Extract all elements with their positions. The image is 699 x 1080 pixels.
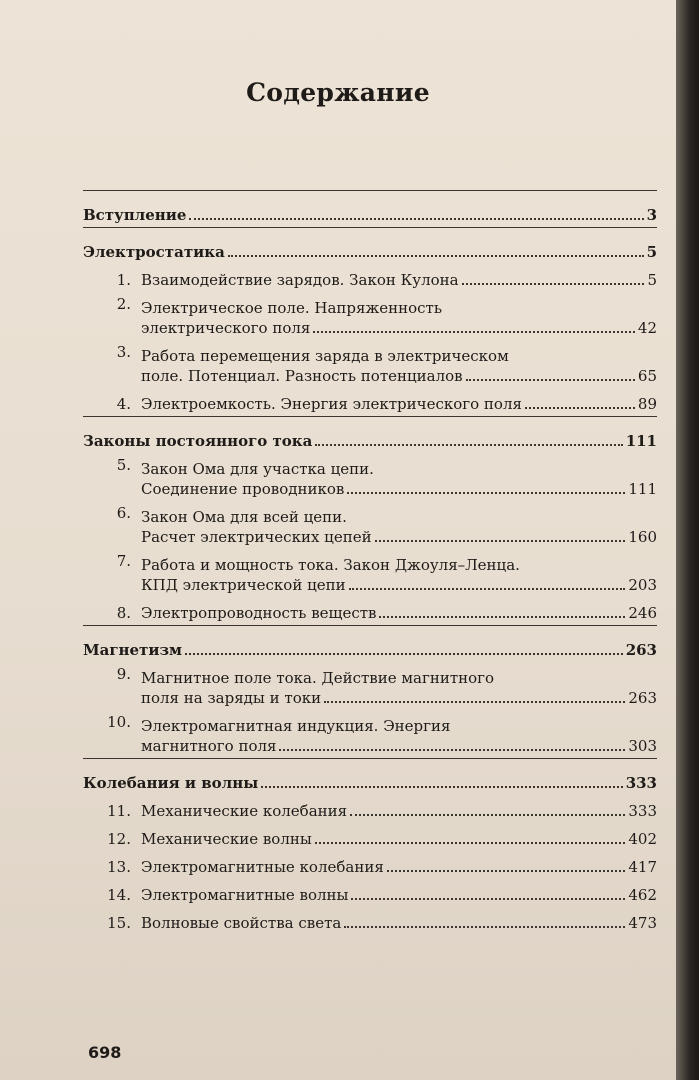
section-heading-entry <box>83 431 657 451</box>
dot-leader <box>462 283 645 285</box>
book-spine-edge <box>676 0 699 1080</box>
item-page: 246 <box>628 604 657 622</box>
section-heading-row[interactable] <box>83 232 657 262</box>
dot-leader <box>279 749 625 751</box>
dot-leader <box>313 331 635 333</box>
toc-section <box>83 626 657 758</box>
item-page: 417 <box>628 858 657 876</box>
toc-item[interactable] <box>83 547 657 595</box>
item-page: 89 <box>637 395 657 413</box>
item-text <box>141 394 657 414</box>
section-heading-entry <box>83 773 657 793</box>
item-page: 65 <box>637 367 657 385</box>
item-page: 5 <box>647 271 657 289</box>
item-line-text: Электрическое поле. Напряженность <box>141 299 443 317</box>
item-page: 333 <box>628 802 657 820</box>
item-line-text: Волновые свойства света <box>141 914 342 932</box>
section-heading-row[interactable] <box>83 195 657 225</box>
section-heading-entry <box>83 205 657 225</box>
section-page: 263 <box>625 641 657 659</box>
item-line <box>141 575 657 595</box>
item-line <box>141 527 657 547</box>
item-line-text: Электроемкость. Энергия электрического поля <box>141 395 522 413</box>
item-page: 111 <box>628 480 657 498</box>
item-text <box>141 603 657 623</box>
dot-leader <box>351 898 625 900</box>
item-line <box>141 394 657 414</box>
item-line-text: поле. Потенциал. Разность потенциалов <box>141 367 463 385</box>
item-line-text: электрического поля <box>141 319 311 337</box>
toc-section <box>83 191 657 227</box>
item-line <box>141 318 657 338</box>
item-line <box>141 668 657 688</box>
item-text <box>141 555 657 595</box>
item-text <box>141 270 657 290</box>
item-line <box>141 857 657 877</box>
item-line <box>141 555 657 575</box>
toc-item[interactable] <box>83 595 657 623</box>
toc-section <box>83 228 657 416</box>
item-number: 9. <box>116 665 131 683</box>
item-text <box>141 801 657 821</box>
section-page: 5 <box>646 243 657 261</box>
item-line <box>141 716 657 736</box>
item-page: 473 <box>628 914 657 932</box>
item-number: 11. <box>107 802 131 820</box>
item-line <box>141 913 657 933</box>
item-number: 7. <box>116 552 131 570</box>
item-text <box>141 346 657 386</box>
item-number: 13. <box>107 858 131 876</box>
dot-leader <box>324 701 625 703</box>
toc-item[interactable] <box>83 708 657 756</box>
item-line <box>141 270 657 290</box>
toc-item[interactable] <box>83 338 657 386</box>
item-line <box>141 479 657 499</box>
toc-item[interactable] <box>83 290 657 338</box>
dot-leader <box>379 616 625 618</box>
section-heading-entry <box>83 242 657 262</box>
item-line-text: магнитного поля <box>141 737 277 755</box>
dot-leader <box>350 814 625 816</box>
dot-leader <box>185 653 623 655</box>
item-number: 5. <box>116 456 131 474</box>
page-number: 698 <box>88 1043 122 1062</box>
section-title: Колебания и волны <box>83 774 259 792</box>
item-line <box>141 885 657 905</box>
toc-item[interactable] <box>83 451 657 499</box>
toc-section <box>83 759 657 935</box>
item-line-text: Работа перемещения заряда в электрическом <box>141 347 509 365</box>
dot-leader <box>525 407 635 409</box>
section-heading-row[interactable] <box>83 630 657 660</box>
section-title: Магнетизм <box>83 641 183 659</box>
item-number: 2. <box>116 295 131 313</box>
dot-leader <box>189 218 643 220</box>
item-line-text: Механические волны <box>141 830 312 848</box>
item-number: 15. <box>107 914 131 932</box>
item-text <box>141 913 657 933</box>
item-line-text: Закон Ома для участка цепи. <box>141 460 374 478</box>
item-line <box>141 366 657 386</box>
dot-leader <box>349 588 626 590</box>
dot-leader <box>228 255 644 257</box>
section-page: 333 <box>625 774 657 792</box>
item-line <box>141 829 657 849</box>
item-line <box>141 688 657 708</box>
item-text <box>141 459 657 499</box>
item-line-text: Соединение проводников <box>141 480 345 498</box>
item-page: 263 <box>628 689 657 707</box>
section-title: Законы постоянного тока <box>83 432 313 450</box>
dot-leader <box>344 926 625 928</box>
dot-leader <box>315 444 622 446</box>
item-text <box>141 716 657 756</box>
item-line-text: поля на заряды и токи <box>141 689 322 707</box>
item-line-text: Электропроводность веществ <box>141 604 377 622</box>
item-line-text: Закон Ома для всей цепи. <box>141 508 347 526</box>
item-line-text: Механические колебания <box>141 802 348 820</box>
page-title: Содержание <box>246 78 430 107</box>
section-title: Вступление <box>83 206 187 224</box>
item-number: 4. <box>116 395 131 413</box>
item-text <box>141 885 657 905</box>
toc-item[interactable] <box>83 660 657 708</box>
item-line-text: Магнитное поле тока. Действие магнитного <box>141 669 495 687</box>
section-title: Электростатика <box>83 243 225 261</box>
toc-item[interactable] <box>83 877 657 905</box>
toc-section <box>83 417 657 625</box>
toc-item[interactable] <box>83 905 657 933</box>
item-page: 160 <box>628 528 657 546</box>
item-line-text: Расчет электрических цепей <box>141 528 372 546</box>
item-line-text: Работа и мощность тока. Закон Джоуля–Ленца. <box>141 556 520 574</box>
item-line <box>141 736 657 756</box>
toc-item[interactable] <box>83 793 657 821</box>
item-line-text: Взаимодействие зарядов. Закон Кулона <box>141 271 459 289</box>
item-page: 402 <box>628 830 657 848</box>
item-number: 12. <box>107 830 131 848</box>
item-number: 3. <box>116 343 131 361</box>
item-line <box>141 346 657 366</box>
item-text <box>141 507 657 547</box>
item-page: 203 <box>628 576 657 594</box>
item-text <box>141 668 657 708</box>
dot-leader <box>315 842 626 844</box>
toc-item[interactable] <box>83 821 657 849</box>
table-of-contents <box>83 190 657 935</box>
dot-leader <box>261 786 622 788</box>
item-line <box>141 801 657 821</box>
item-text <box>141 298 657 338</box>
section-heading-row[interactable] <box>83 763 657 793</box>
item-number: 14. <box>107 886 131 904</box>
item-line <box>141 603 657 623</box>
item-number: 8. <box>116 604 131 622</box>
toc-item[interactable] <box>83 849 657 877</box>
item-number: 10. <box>107 713 131 731</box>
item-line-text: Электромагнитные волны <box>141 886 349 904</box>
dot-leader <box>347 492 625 494</box>
toc-item[interactable] <box>83 262 657 290</box>
section-page: 3 <box>646 206 657 224</box>
item-page: 42 <box>637 319 657 337</box>
dot-leader <box>387 870 626 872</box>
item-line <box>141 298 657 318</box>
section-heading-row[interactable] <box>83 421 657 451</box>
item-number: 6. <box>116 504 131 522</box>
section-page: 111 <box>625 432 657 450</box>
dot-leader <box>375 540 626 542</box>
item-line <box>141 507 657 527</box>
toc-item[interactable] <box>83 499 657 547</box>
toc-item[interactable] <box>83 386 657 414</box>
item-line-text: КПД электрической цепи <box>141 576 346 594</box>
item-line-text: Электромагнитная индукция. Энергия <box>141 717 451 735</box>
item-number: 1. <box>116 271 131 289</box>
item-text <box>141 829 657 849</box>
section-heading-entry <box>83 640 657 660</box>
dot-leader <box>466 379 635 381</box>
item-line-text: Электромагнитные колебания <box>141 858 384 876</box>
item-page: 303 <box>628 737 657 755</box>
item-line <box>141 459 657 479</box>
item-page: 462 <box>628 886 657 904</box>
item-text <box>141 857 657 877</box>
